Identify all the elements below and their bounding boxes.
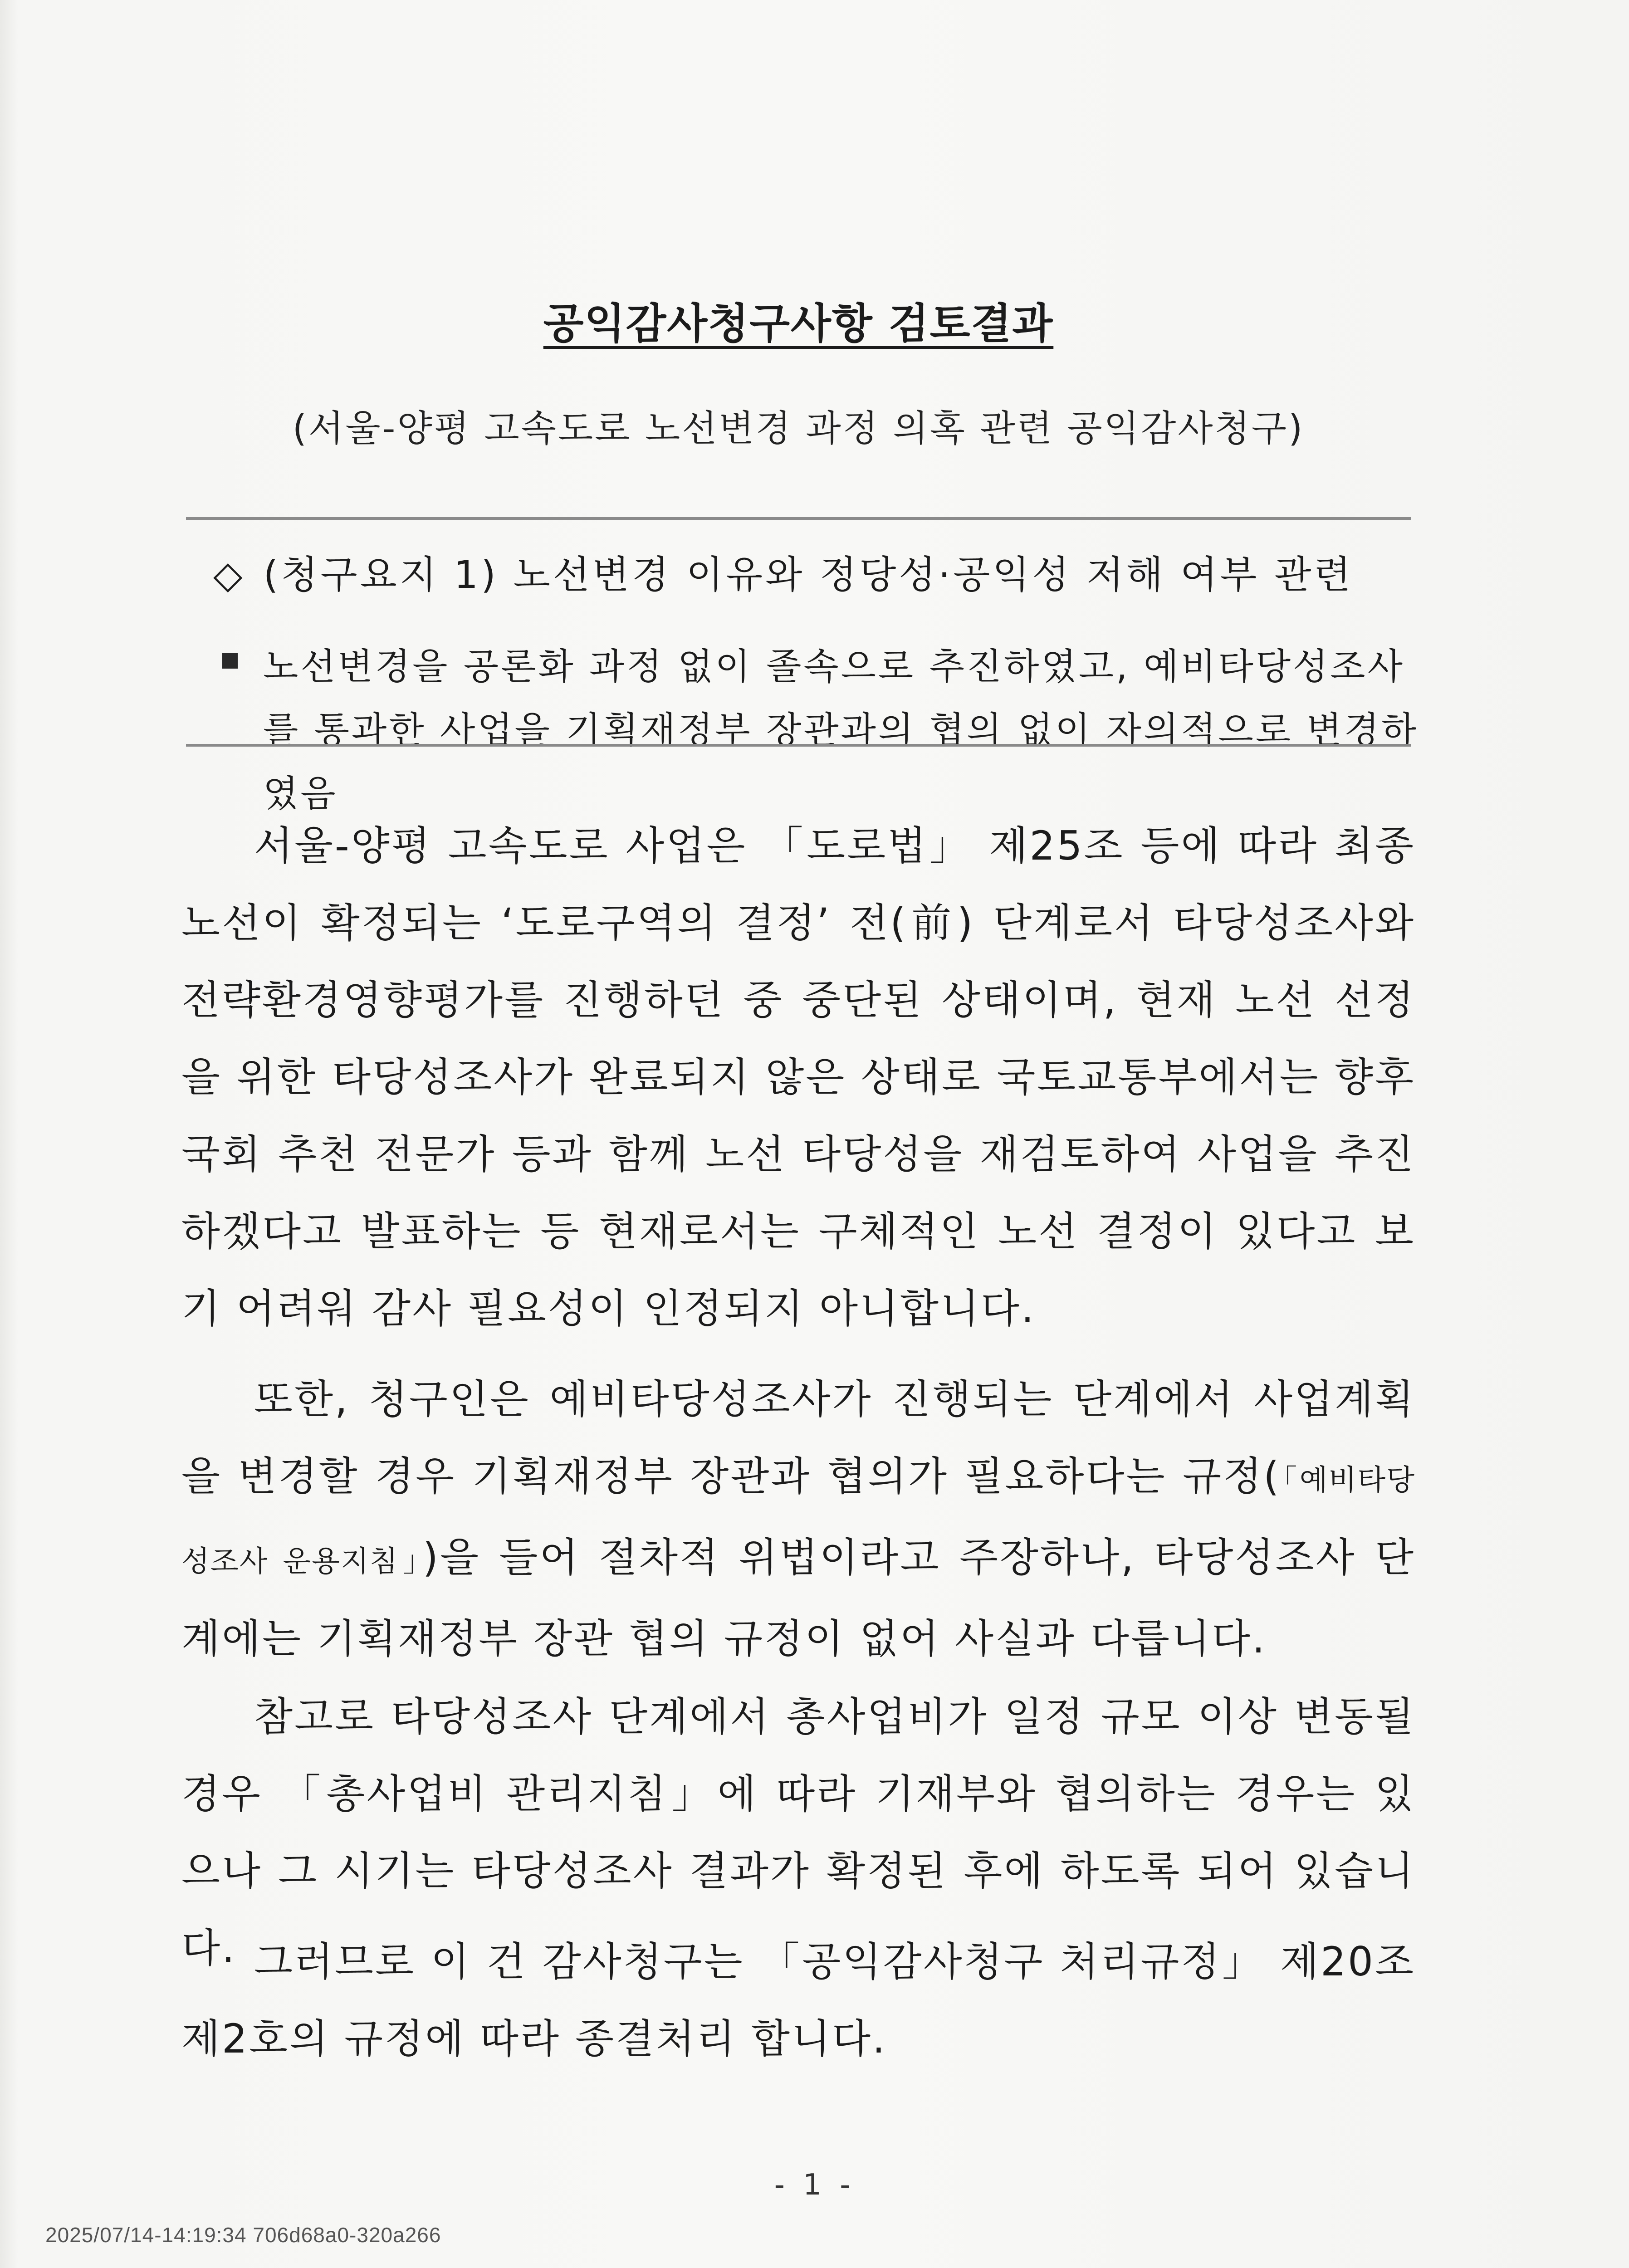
- claim-bullet-text: 노선변경을 공론화 과정 없이 졸속으로 추진하였고, 예비타당성조사를 통과한 사업을 기획재정부 장관과의 협의 없이 자의적으로 변경하였음: [263, 645, 1419, 815]
- page-number: - 1 -: [774, 2168, 855, 2202]
- document-title: [0, 290, 1597, 350]
- document-subtitle: (서울-양평 고속도로 노선변경 과정 의혹 관련 공익감사청구): [292, 407, 1305, 450]
- regulation-reference: 「예비타당성조사 운용지침」: [181, 1464, 1416, 1579]
- square-bullet-icon: [222, 653, 238, 669]
- diamond-icon: ◇: [213, 552, 245, 597]
- print-stamp: 2025/07/14-14:19:34 706d68a0-320a266: [45, 2223, 441, 2247]
- claim-box-top-rule: [186, 517, 1411, 520]
- claim-heading: [213, 544, 1354, 599]
- paragraph-procedure-text-b: )을 들어 절차적 위법이라고 주장하나, 타당성조사 단계에는 기획재정부 장관 협의 규정이 없어 사실과 다릅니다.: [181, 1534, 1415, 1662]
- paragraph-procedure-text-a: 또한, 청구인은 예비타당성조사가 진행되는 단계에서 사업계획을 변경할 경우 기획재정부 장관과 협의가 필요하다는 규정(: [181, 1376, 1415, 1500]
- claim-bullet-item: [222, 635, 1419, 826]
- claim-box-bottom-rule: [186, 744, 1411, 747]
- document-title-text: 공익감사청구사항 검토결과: [543, 299, 1054, 348]
- paragraph-route-status: 서울-양평 고속도로 사업은 「도로법」 제25조 등에 따라 최종 노선이 확정되는 ‘도로구역의 결정’ 전(前) 단계로서 타당성조사와 전략환경영향평가를 진행하던 중 중단된 상태이며, 현재 노선 선정을 위한 타당성조사가 완료되지 않은 상태로 국토교통부에서는 향후 국회 추천 전문가 등과 함께 노선 타당성을 재검토하여 사업을 추진하겠다고 발표하는 등 현재로서는 구체적인 노선 결정이 있다고 보기 어려워 감사 필요성이 인정되지 아니합니다.: [181, 822, 1415, 1332]
- paragraph-procedure-claim: [181, 1361, 1415, 1677]
- paragraph-conclusion: 그러므로 이 건 감사청구는 「공익감사청구 처리규정」 제20조 제2호의 규정에 따라 종결처리 합니다.: [181, 1938, 1415, 2062]
- claim-heading-text: (청구요지 1) 노선변경 이유와 정당성·공익성 저해 여부 관련: [263, 552, 1354, 597]
- paragraph-reference-note: 참고로 타당성조사 단계에서 총사업비가 일정 규모 이상 변동될 경우 「총사업비 관리지침」에 따라 기재부와 협의하는 경우는 있으나 그 시기는 타당성조사 결과가 확정된 후에 하도록 되어 있습니다.: [181, 1693, 1415, 1971]
